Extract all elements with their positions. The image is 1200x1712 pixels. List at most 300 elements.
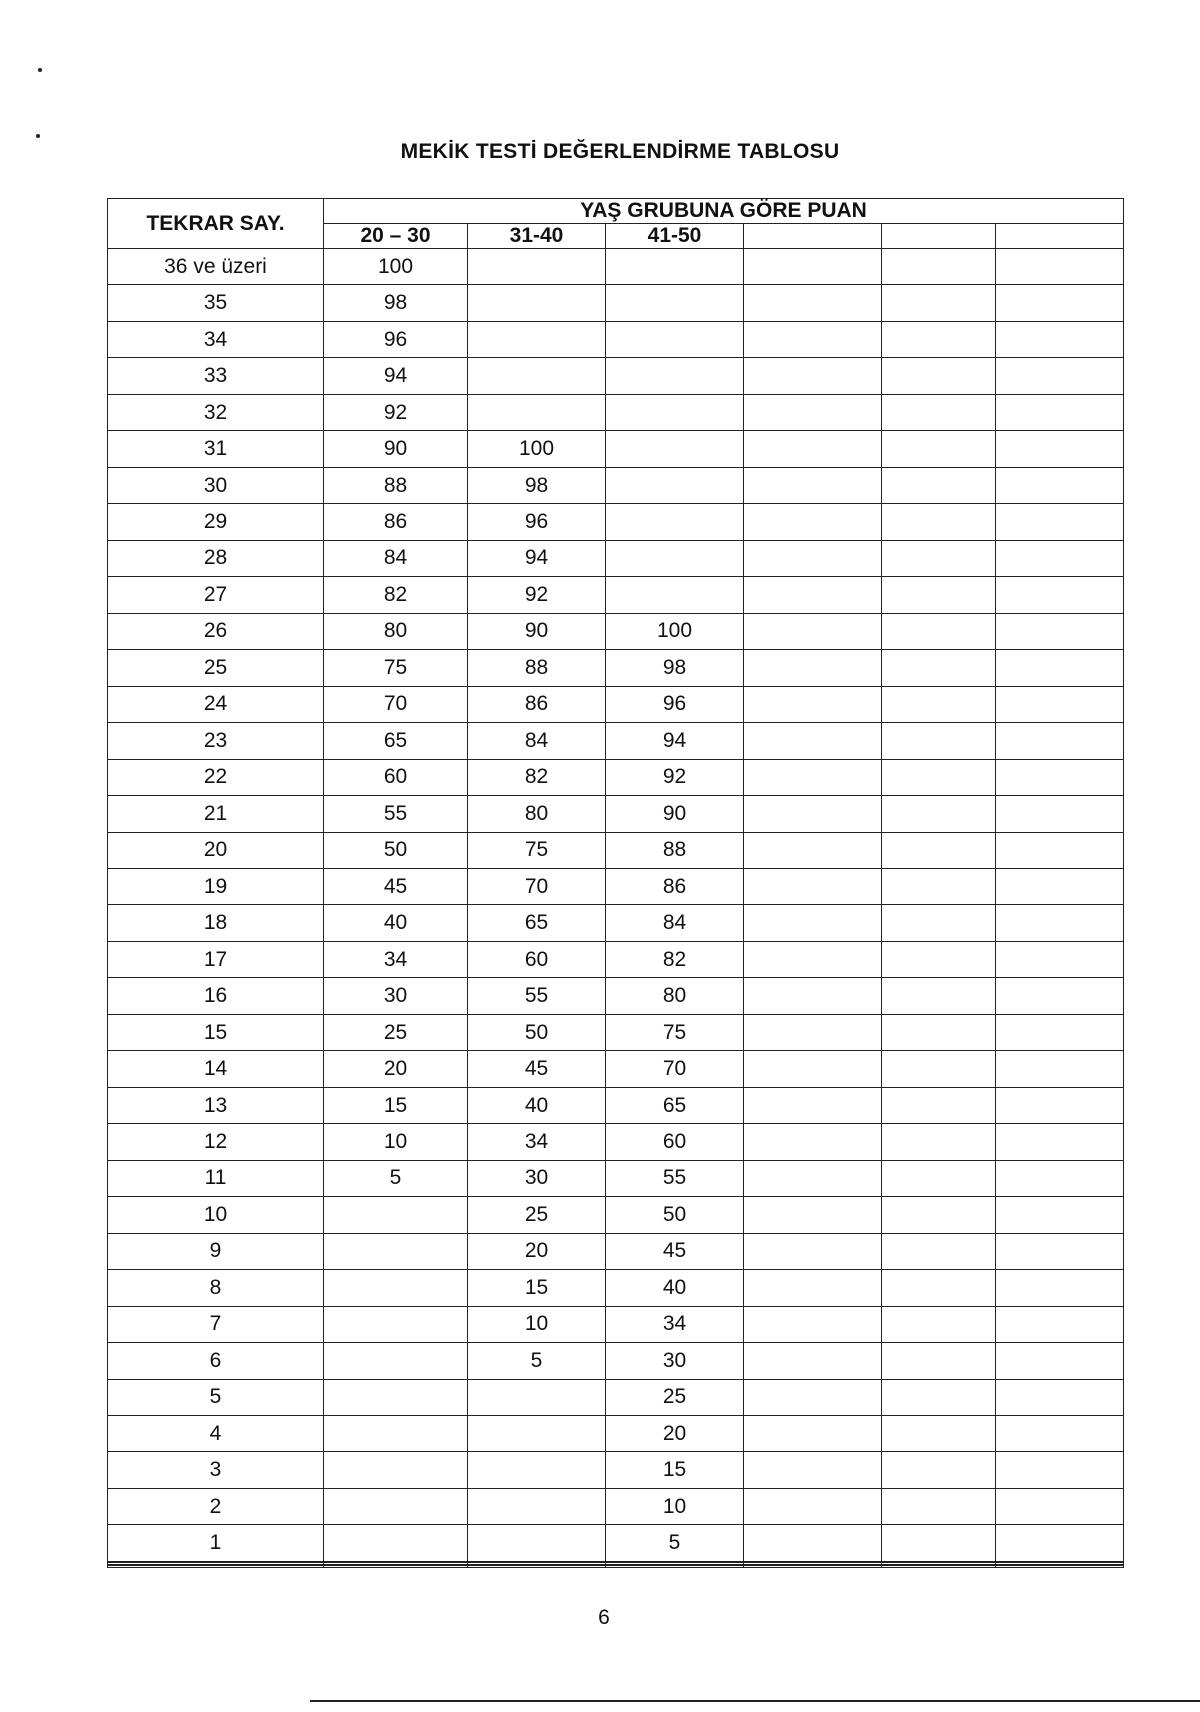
- empty-cell: [996, 759, 1124, 795]
- score-31-40-cell: 75: [468, 832, 606, 868]
- reps-cell: 8: [108, 1270, 324, 1306]
- empty-cell: [744, 1306, 882, 1342]
- score-20-30-cell: 92: [324, 394, 468, 430]
- bottom-rule: [310, 1700, 1200, 1702]
- reps-cell: 10: [108, 1197, 324, 1233]
- score-20-30-cell: 55: [324, 796, 468, 832]
- reps-cell: 3: [108, 1452, 324, 1488]
- empty-cell: [882, 285, 996, 321]
- empty-cell: [882, 1525, 996, 1561]
- reps-header: TEKRAR SAY.: [108, 199, 324, 249]
- table-row: [108, 1416, 1124, 1452]
- empty-cell: [996, 504, 1124, 540]
- empty-cell: [744, 941, 882, 977]
- empty-cell: [882, 941, 996, 977]
- table-row: [108, 467, 1124, 503]
- score-20-30-cell: 96: [324, 321, 468, 357]
- header-row-group: [108, 199, 1124, 224]
- score-31-40-cell: 5: [468, 1343, 606, 1379]
- empty-cell: [882, 1306, 996, 1342]
- reps-cell: 30: [108, 467, 324, 503]
- score-20-30-cell: 98: [324, 285, 468, 321]
- table-row: [108, 431, 1124, 467]
- empty-cell: [744, 1416, 882, 1452]
- empty-cell: [744, 1566, 882, 1568]
- score-20-30-cell: 50: [324, 832, 468, 868]
- reps-cell: [108, 1566, 324, 1568]
- empty-cell: [882, 540, 996, 576]
- score-20-30-cell: 60: [324, 759, 468, 795]
- score-31-40-cell: [468, 358, 606, 394]
- empty-cell: [744, 1087, 882, 1123]
- score-31-40-cell: [468, 249, 606, 285]
- empty-cell: [882, 431, 996, 467]
- reps-cell: 25: [108, 650, 324, 686]
- reps-cell: 29: [108, 504, 324, 540]
- empty-cell: [744, 467, 882, 503]
- table-row: [108, 1014, 1124, 1050]
- reps-cell: 15: [108, 1014, 324, 1050]
- empty-cell: [744, 504, 882, 540]
- empty-cell: [744, 1379, 882, 1415]
- reps-cell: 34: [108, 321, 324, 357]
- score-41-50-cell: 65: [606, 1087, 744, 1123]
- empty-cell: [996, 796, 1124, 832]
- score-20-30-cell: 100: [324, 249, 468, 285]
- table-row: [108, 1197, 1124, 1233]
- empty-cell: [996, 905, 1124, 941]
- reps-cell: 27: [108, 577, 324, 613]
- table-row: [108, 1343, 1124, 1379]
- score-41-50-cell: 98: [606, 650, 744, 686]
- table-row: [108, 394, 1124, 430]
- empty-cell: [996, 1566, 1124, 1568]
- age-group-header: YAŞ GRUBUNA GÖRE PUAN: [324, 199, 1124, 224]
- age-group-31-40: 31-40: [468, 224, 606, 249]
- score-41-50-cell: 75: [606, 1014, 744, 1050]
- score-20-30-cell: 40: [324, 905, 468, 941]
- empty-cell: [996, 577, 1124, 613]
- score-20-30-cell: 75: [324, 650, 468, 686]
- empty-cell: [744, 285, 882, 321]
- empty-cell: [882, 577, 996, 613]
- scan-dot: [36, 134, 40, 138]
- empty-cell: [996, 321, 1124, 357]
- reps-cell: 35: [108, 285, 324, 321]
- table-row: [108, 1488, 1124, 1524]
- empty-cell: [996, 285, 1124, 321]
- score-20-30-cell: 65: [324, 723, 468, 759]
- empty-cell: [744, 321, 882, 357]
- score-20-30-cell: [324, 1306, 468, 1342]
- empty-cell: [882, 1160, 996, 1196]
- reps-cell: 11: [108, 1160, 324, 1196]
- empty-cell: [882, 394, 996, 430]
- table-row: [108, 285, 1124, 321]
- reps-cell: 32: [108, 394, 324, 430]
- empty-cell: [744, 1270, 882, 1306]
- score-20-30-cell: 5: [324, 1160, 468, 1196]
- reps-cell: 33: [108, 358, 324, 394]
- empty-cell: [996, 1087, 1124, 1123]
- empty-cell: [996, 1160, 1124, 1196]
- table-row: [108, 321, 1124, 357]
- score-41-50-cell: 55: [606, 1160, 744, 1196]
- empty-cell: [744, 868, 882, 904]
- score-20-30-cell: 30: [324, 978, 468, 1014]
- table-row: [108, 868, 1124, 904]
- empty-cell: [744, 358, 882, 394]
- score-31-40-cell: 20: [468, 1233, 606, 1269]
- empty-cell: [996, 832, 1124, 868]
- score-20-30-cell: [324, 1233, 468, 1269]
- score-41-50-cell: 86: [606, 868, 744, 904]
- score-41-50-cell: 92: [606, 759, 744, 795]
- score-31-40-cell: 25: [468, 1197, 606, 1233]
- empty-cell: [996, 1343, 1124, 1379]
- empty-cell: [744, 796, 882, 832]
- score-31-40-cell: [468, 1488, 606, 1524]
- empty-cell: [882, 1014, 996, 1050]
- table-row: [108, 577, 1124, 613]
- table-row: [108, 249, 1124, 285]
- empty-cell: [882, 686, 996, 722]
- score-20-30-cell: 20: [324, 1051, 468, 1087]
- score-20-30-cell: 15: [324, 1087, 468, 1123]
- empty-cell: [744, 978, 882, 1014]
- score-20-30-cell: 86: [324, 504, 468, 540]
- score-31-40-cell: 94: [468, 540, 606, 576]
- empty-cell: [996, 1197, 1124, 1233]
- score-41-50-cell: 40: [606, 1270, 744, 1306]
- table-row: [108, 1379, 1124, 1415]
- reps-cell: 31: [108, 431, 324, 467]
- score-31-40-cell: 80: [468, 796, 606, 832]
- reps-cell: 1: [108, 1525, 324, 1561]
- score-41-50-cell: 82: [606, 941, 744, 977]
- score-41-50-cell: 34: [606, 1306, 744, 1342]
- score-31-40-cell: 100: [468, 431, 606, 467]
- empty-cell: [996, 467, 1124, 503]
- score-31-40-cell: 98: [468, 467, 606, 503]
- empty-cell: [882, 1087, 996, 1123]
- empty-cell: [996, 1379, 1124, 1415]
- score-31-40-cell: [468, 394, 606, 430]
- empty-header-cell: [882, 224, 996, 249]
- empty-cell: [882, 321, 996, 357]
- score-31-40-cell: 60: [468, 941, 606, 977]
- reps-cell: 9: [108, 1233, 324, 1269]
- score-31-40-cell: 96: [468, 504, 606, 540]
- score-41-50-cell: 60: [606, 1124, 744, 1160]
- age-group-41-50: 41-50: [606, 224, 744, 249]
- score-20-30-cell: [324, 1343, 468, 1379]
- reps-cell: 18: [108, 905, 324, 941]
- score-20-30-cell: [324, 1416, 468, 1452]
- score-41-50-cell: [606, 358, 744, 394]
- score-31-40-cell: [468, 1379, 606, 1415]
- empty-cell: [882, 613, 996, 649]
- empty-cell: [744, 759, 882, 795]
- score-41-50-cell: [606, 1566, 744, 1568]
- table-row: [108, 650, 1124, 686]
- empty-cell: [996, 1124, 1124, 1160]
- empty-cell: [996, 1306, 1124, 1342]
- score-41-50-cell: 96: [606, 686, 744, 722]
- reps-cell: 6: [108, 1343, 324, 1379]
- empty-cell: [996, 1525, 1124, 1561]
- score-20-30-cell: 82: [324, 577, 468, 613]
- age-group-20-30: 20 – 30: [324, 224, 468, 249]
- reps-cell: 23: [108, 723, 324, 759]
- empty-cell: [744, 1233, 882, 1269]
- empty-cell: [882, 759, 996, 795]
- score-31-40-cell: [468, 321, 606, 357]
- scoring-table: [107, 198, 1124, 1568]
- score-31-40-cell: 90: [468, 613, 606, 649]
- score-20-30-cell: 70: [324, 686, 468, 722]
- empty-cell: [996, 650, 1124, 686]
- table-row: [108, 613, 1124, 649]
- score-20-30-cell: [324, 1197, 468, 1233]
- empty-cell: [744, 832, 882, 868]
- empty-cell: [744, 540, 882, 576]
- reps-cell: 4: [108, 1416, 324, 1452]
- score-31-40-cell: 70: [468, 868, 606, 904]
- score-41-50-cell: 45: [606, 1233, 744, 1269]
- reps-cell: 22: [108, 759, 324, 795]
- table-row: [108, 1160, 1124, 1196]
- score-20-30-cell: 10: [324, 1124, 468, 1160]
- reps-cell: 17: [108, 941, 324, 977]
- empty-cell: [744, 1197, 882, 1233]
- empty-cell: [744, 1014, 882, 1050]
- table-row: [108, 832, 1124, 868]
- empty-cell: [882, 905, 996, 941]
- score-20-30-cell: [324, 1452, 468, 1488]
- empty-cell: [744, 431, 882, 467]
- score-20-30-cell: 88: [324, 467, 468, 503]
- score-31-40-cell: [468, 1566, 606, 1568]
- empty-cell: [996, 540, 1124, 576]
- score-41-50-cell: 25: [606, 1379, 744, 1415]
- empty-cell: [744, 1488, 882, 1524]
- empty-cell: [996, 613, 1124, 649]
- score-31-40-cell: 50: [468, 1014, 606, 1050]
- empty-cell: [744, 1124, 882, 1160]
- score-20-30-cell: [324, 1270, 468, 1306]
- empty-cell: [882, 1197, 996, 1233]
- empty-cell: [744, 1452, 882, 1488]
- empty-cell: [744, 686, 882, 722]
- empty-cell: [996, 723, 1124, 759]
- empty-cell: [744, 650, 882, 686]
- table-row: [108, 686, 1124, 722]
- table-row: [108, 504, 1124, 540]
- empty-cell: [882, 1416, 996, 1452]
- score-31-40-cell: 82: [468, 759, 606, 795]
- empty-cell: [744, 1343, 882, 1379]
- score-41-50-cell: 30: [606, 1343, 744, 1379]
- score-31-40-cell: 55: [468, 978, 606, 1014]
- table-row: [108, 978, 1124, 1014]
- score-41-50-cell: [606, 504, 744, 540]
- empty-cell: [744, 1160, 882, 1196]
- score-31-40-cell: 86: [468, 686, 606, 722]
- empty-cell: [744, 1051, 882, 1087]
- score-41-50-cell: [606, 285, 744, 321]
- reps-cell: 7: [108, 1306, 324, 1342]
- empty-cell: [996, 358, 1124, 394]
- score-20-30-cell: 45: [324, 868, 468, 904]
- reps-cell: 26: [108, 613, 324, 649]
- empty-cell: [882, 978, 996, 1014]
- score-31-40-cell: [468, 285, 606, 321]
- score-20-30-cell: [324, 1566, 468, 1568]
- empty-cell: [882, 1270, 996, 1306]
- table-row: [108, 1087, 1124, 1123]
- empty-cell: [882, 796, 996, 832]
- score-41-50-cell: 80: [606, 978, 744, 1014]
- score-41-50-cell: [606, 431, 744, 467]
- page-title: MEKİK TESTİ DEĞERLENDİRME TABLOSU: [400, 140, 840, 163]
- empty-cell: [996, 686, 1124, 722]
- empty-cell: [744, 613, 882, 649]
- reps-cell: 16: [108, 978, 324, 1014]
- reps-cell: 28: [108, 540, 324, 576]
- score-41-50-cell: 50: [606, 1197, 744, 1233]
- reps-cell: 24: [108, 686, 324, 722]
- empty-cell: [996, 941, 1124, 977]
- table-row: [108, 358, 1124, 394]
- empty-cell: [744, 1525, 882, 1561]
- reps-cell: 14: [108, 1051, 324, 1087]
- score-31-40-cell: [468, 1452, 606, 1488]
- reps-cell: 19: [108, 868, 324, 904]
- score-41-50-cell: 84: [606, 905, 744, 941]
- score-20-30-cell: 90: [324, 431, 468, 467]
- reps-cell: 21: [108, 796, 324, 832]
- score-20-30-cell: 84: [324, 540, 468, 576]
- score-31-40-cell: 65: [468, 905, 606, 941]
- table-row: [108, 1051, 1124, 1087]
- table-row: [108, 1566, 1124, 1568]
- reps-cell: 2: [108, 1488, 324, 1524]
- empty-cell: [744, 723, 882, 759]
- score-41-50-cell: 10: [606, 1488, 744, 1524]
- empty-cell: [996, 978, 1124, 1014]
- empty-cell: [744, 905, 882, 941]
- score-20-30-cell: 25: [324, 1014, 468, 1050]
- empty-cell: [882, 249, 996, 285]
- empty-cell: [882, 1379, 996, 1415]
- score-41-50-cell: [606, 249, 744, 285]
- score-41-50-cell: [606, 394, 744, 430]
- table-row: [108, 1233, 1124, 1269]
- table-row: [108, 905, 1124, 941]
- score-41-50-cell: 70: [606, 1051, 744, 1087]
- empty-cell: [996, 1270, 1124, 1306]
- score-41-50-cell: [606, 540, 744, 576]
- empty-cell: [996, 868, 1124, 904]
- empty-header-cell: [744, 224, 882, 249]
- empty-cell: [744, 394, 882, 430]
- score-41-50-cell: 90: [606, 796, 744, 832]
- empty-cell: [744, 249, 882, 285]
- score-20-30-cell: 80: [324, 613, 468, 649]
- table-row: [108, 759, 1124, 795]
- score-41-50-cell: 94: [606, 723, 744, 759]
- empty-cell: [882, 358, 996, 394]
- empty-cell: [996, 1452, 1124, 1488]
- empty-cell: [882, 467, 996, 503]
- empty-cell: [882, 1566, 996, 1568]
- score-31-40-cell: 34: [468, 1124, 606, 1160]
- table-row: [108, 1270, 1124, 1306]
- empty-cell: [996, 249, 1124, 285]
- empty-cell: [996, 431, 1124, 467]
- empty-cell: [882, 1452, 996, 1488]
- empty-header-cell: [996, 224, 1124, 249]
- score-20-30-cell: [324, 1379, 468, 1415]
- table-row: [108, 1124, 1124, 1160]
- score-41-50-cell: [606, 577, 744, 613]
- score-41-50-cell: 88: [606, 832, 744, 868]
- empty-cell: [882, 650, 996, 686]
- table-row: [108, 1306, 1124, 1342]
- reps-cell: 12: [108, 1124, 324, 1160]
- score-31-40-cell: 92: [468, 577, 606, 613]
- empty-cell: [882, 504, 996, 540]
- empty-cell: [996, 394, 1124, 430]
- empty-cell: [996, 1014, 1124, 1050]
- empty-cell: [744, 577, 882, 613]
- empty-cell: [882, 832, 996, 868]
- score-31-40-cell: 10: [468, 1306, 606, 1342]
- score-31-40-cell: 88: [468, 650, 606, 686]
- score-41-50-cell: [606, 467, 744, 503]
- score-41-50-cell: [606, 321, 744, 357]
- reps-cell: 36 ve üzeri: [108, 249, 324, 285]
- score-20-30-cell: [324, 1488, 468, 1524]
- score-31-40-cell: [468, 1416, 606, 1452]
- empty-cell: [882, 868, 996, 904]
- score-41-50-cell: 20: [606, 1416, 744, 1452]
- empty-cell: [882, 1233, 996, 1269]
- reps-cell: 20: [108, 832, 324, 868]
- score-41-50-cell: 15: [606, 1452, 744, 1488]
- empty-cell: [996, 1233, 1124, 1269]
- reps-cell: 13: [108, 1087, 324, 1123]
- table-row: [108, 1525, 1124, 1561]
- score-20-30-cell: 94: [324, 358, 468, 394]
- score-31-40-cell: 45: [468, 1051, 606, 1087]
- table-row: [108, 796, 1124, 832]
- reps-cell: 5: [108, 1379, 324, 1415]
- score-31-40-cell: [468, 1525, 606, 1561]
- scoring-table-body: [108, 249, 1124, 1568]
- empty-cell: [882, 1051, 996, 1087]
- score-31-40-cell: 84: [468, 723, 606, 759]
- empty-cell: [996, 1488, 1124, 1524]
- score-20-30-cell: 34: [324, 941, 468, 977]
- score-31-40-cell: 15: [468, 1270, 606, 1306]
- empty-cell: [996, 1051, 1124, 1087]
- table-row: [108, 723, 1124, 759]
- empty-cell: [882, 723, 996, 759]
- score-41-50-cell: 5: [606, 1525, 744, 1561]
- scan-dot: [38, 68, 42, 72]
